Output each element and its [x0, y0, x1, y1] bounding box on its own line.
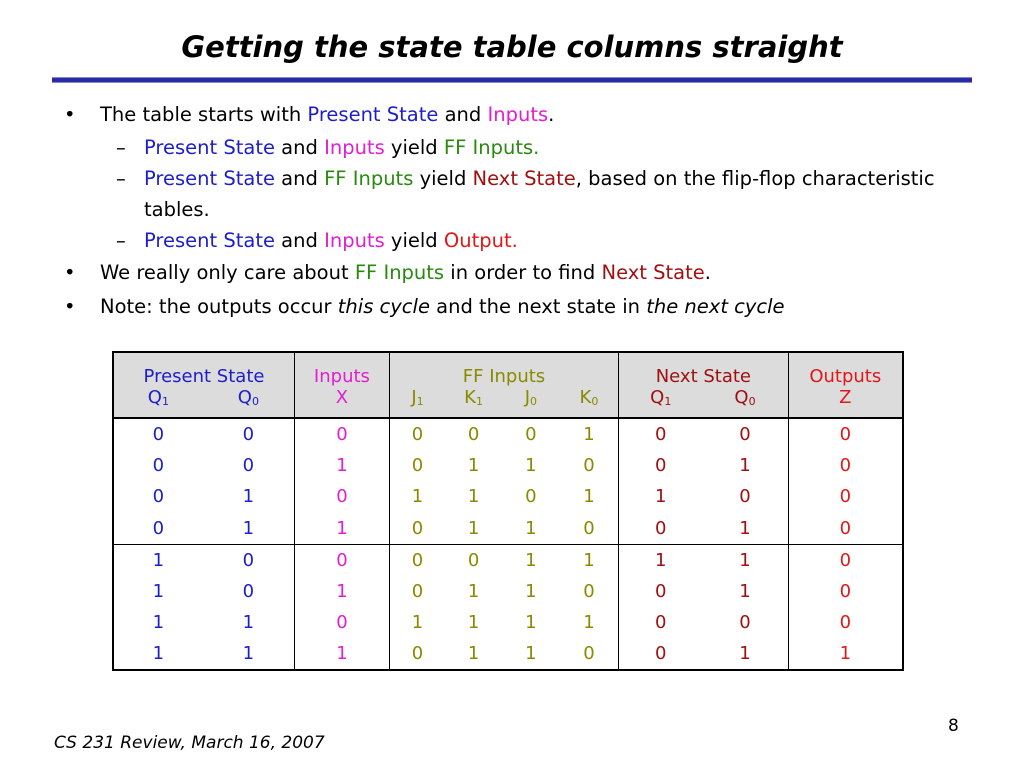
bullet-text-segment: The table starts with: [100, 103, 308, 126]
cell-k1: 1: [467, 517, 480, 539]
cell-x: 1: [295, 450, 390, 481]
header-next-state: Next State: [619, 352, 788, 387]
table-row: [113, 544, 903, 576]
cell-j0: 1: [525, 517, 537, 539]
col-header-next-q0-base: Q: [734, 387, 749, 409]
cell-k0: 0: [583, 517, 595, 539]
bullet-text-segment: .: [704, 261, 711, 284]
cell-x: 1: [295, 576, 390, 607]
cell-x: 0: [295, 607, 390, 638]
col-header-x: X: [295, 387, 390, 418]
cell-k1: 0: [467, 424, 480, 446]
cell-next-q0: 1: [739, 642, 751, 664]
cell-q0: 1: [242, 611, 255, 633]
cell-j1: 0: [389, 512, 445, 544]
group-header-row: [113, 352, 903, 387]
bullet-text-segment: this cycle: [337, 295, 430, 318]
table-row: [113, 512, 903, 544]
col-header-q0: [203, 387, 295, 418]
cell-q1: 0: [152, 455, 165, 477]
sub-bullet-dash: –: [116, 136, 126, 159]
bullet-text-segment: Present State: [307, 103, 439, 126]
sub-bullet-dash: –: [116, 229, 126, 252]
cell-k0: 0: [583, 455, 595, 477]
cell-next-q0: 1: [739, 517, 751, 539]
col-header-next-q0-sub: 0: [748, 395, 756, 409]
bullet-text-segment: Output.: [443, 229, 518, 252]
page-number: 8: [948, 716, 959, 736]
cell-k0: 0: [583, 642, 595, 664]
cell-next-q1: 0: [619, 418, 703, 450]
cell-q0: 1: [242, 517, 255, 539]
cell-j0: 1: [525, 455, 537, 477]
cell-q0: 0: [242, 455, 255, 477]
cell-j1: 0: [389, 638, 445, 670]
table-body: [113, 418, 903, 670]
cell-next-q1: 0: [619, 607, 703, 638]
cell-k1: 1: [467, 642, 480, 664]
cell-j0: 1: [525, 611, 537, 633]
col-header-next-q1-sub: 1: [664, 395, 672, 409]
table-row: [113, 481, 903, 512]
cell-next-q1: 1: [619, 544, 703, 576]
cell-q1: 1: [152, 642, 165, 664]
cell-q0: 0: [203, 544, 295, 576]
col-header-j0-sub: 0: [530, 395, 538, 409]
col-header-q1-base: Q: [147, 387, 162, 409]
cell-k1: 0: [445, 544, 502, 576]
bullet-item: [62, 290, 962, 324]
cell-z: 0: [788, 512, 903, 544]
cell-x: 0: [295, 481, 390, 512]
sub-bullet-item: [62, 163, 962, 225]
cell-j1: 0: [389, 576, 445, 607]
bullet-text-segment: Inputs: [487, 103, 549, 126]
cell-next-q1: 1: [619, 481, 703, 512]
sub-bullet-dash: –: [116, 167, 126, 190]
cell-k0: 1: [583, 611, 595, 633]
cell-j1: 0: [389, 544, 445, 576]
cell-z: 0: [788, 481, 903, 512]
bullet-text-segment: Next State: [601, 261, 705, 284]
col-header-q1-sub: 1: [161, 395, 169, 409]
col-header-next-q1-base: Q: [650, 387, 665, 409]
col-header-k0-base: K: [579, 387, 592, 409]
header-ff-inputs: FF Inputs: [389, 352, 618, 387]
cell-j0: 1: [525, 642, 537, 664]
bullet-item: [62, 98, 962, 132]
table-row: [113, 607, 903, 638]
cell-next-q0: 1: [702, 544, 788, 576]
cell-x: 0: [295, 418, 390, 450]
col-header-k1-sub: 1: [475, 395, 483, 409]
bullet-list: [62, 98, 962, 324]
cell-next-q0: 1: [739, 580, 751, 602]
cell-z: 0: [788, 576, 903, 607]
col-header-k1-base: K: [464, 387, 476, 409]
cell-next-q0: 0: [739, 424, 751, 446]
cell-k0: 1: [583, 424, 595, 446]
col-header-j0: [502, 387, 560, 418]
cell-j0: 0: [525, 424, 537, 446]
bullet-text-segment: Present State: [144, 136, 275, 159]
cell-x: 0: [295, 544, 390, 576]
sub-bullet-item: [62, 225, 962, 256]
bullet-text-segment: FF Inputs: [354, 261, 445, 284]
table-row: [113, 576, 903, 607]
bullet-text-segment: yield: [413, 167, 473, 190]
table-row: [113, 638, 903, 670]
column-header-row: [113, 387, 903, 418]
cell-next-q0: 0: [739, 611, 751, 633]
bullet-text-segment: Inputs: [324, 229, 385, 252]
cell-j1: 1: [389, 481, 445, 512]
cell-next-q0: 0: [739, 486, 751, 508]
header-inputs: Inputs: [295, 352, 390, 387]
cell-next-q1: 0: [619, 512, 703, 544]
cell-j1: 0: [389, 450, 445, 481]
bullet-text-segment: Present State: [144, 167, 275, 190]
cell-z: 0: [788, 607, 903, 638]
col-header-q0-sub: 0: [251, 395, 259, 409]
header-present-state: Present State: [113, 352, 295, 387]
cell-q1: 0: [152, 424, 165, 446]
bullet-text-segment: in order to find: [444, 261, 602, 284]
col-header-q1: [113, 387, 203, 418]
bullet-text-segment: and: [274, 229, 325, 252]
col-header-j1-sub: 1: [416, 395, 424, 409]
bullet-item: [62, 256, 962, 290]
col-header-q0-base: Q: [237, 387, 252, 409]
cell-z: 1: [788, 638, 903, 670]
cell-k1: 1: [467, 486, 480, 508]
cell-q1: 1: [113, 544, 203, 576]
cell-q0: 0: [242, 580, 255, 602]
slide-title: Getting the state table columns straight: [181, 30, 843, 64]
cell-j0: 1: [525, 580, 537, 602]
cell-q0: 0: [242, 424, 255, 446]
cell-next-q1: 0: [619, 576, 703, 607]
col-header-j1: [389, 387, 445, 418]
col-header-k1: [445, 387, 502, 418]
cell-next-q0: 1: [739, 455, 751, 477]
bullet-text-segment: FF Inputs.: [443, 136, 540, 159]
cell-k1: 1: [467, 580, 480, 602]
bullet-text-segment: We really only care about: [100, 261, 355, 284]
title-divider: [52, 77, 972, 83]
bullet-text-segment: and the next state in: [429, 295, 647, 318]
cell-q0: 1: [242, 486, 255, 508]
cell-q0: 1: [242, 642, 255, 664]
cell-q1: 1: [152, 580, 165, 602]
cell-z: 0: [788, 544, 903, 576]
bullet-text-segment: and: [438, 103, 488, 126]
cell-q1: 1: [152, 611, 165, 633]
bullet-text-segment: Present State: [144, 229, 275, 252]
bullet-text-segment: and: [274, 167, 325, 190]
cell-j0: 0: [525, 486, 537, 508]
cell-q1: 0: [152, 517, 165, 539]
state-table: [112, 351, 904, 671]
bullet-text-segment: and: [274, 136, 325, 159]
col-header-j1-base: J: [411, 387, 417, 409]
sub-bullet-item: [62, 132, 962, 163]
bullet-text-segment: FF Inputs: [324, 167, 414, 190]
cell-x: 1: [295, 512, 390, 544]
header-outputs: Outputs: [788, 352, 903, 387]
cell-z: 0: [788, 418, 903, 450]
cell-k1: 1: [467, 455, 480, 477]
col-header-k0-sub: 0: [591, 395, 599, 409]
cell-x: 1: [295, 638, 390, 670]
cell-k0: 1: [560, 544, 619, 576]
cell-k1: 1: [467, 611, 480, 633]
col-header-next-q1: [619, 387, 703, 418]
bullet-text-segment: Note: the outputs occur: [100, 295, 338, 318]
bullet-text-segment: the next cycle: [646, 295, 785, 318]
bullet-text-segment: Inputs: [324, 136, 385, 159]
cell-q1: 0: [152, 486, 165, 508]
col-header-k0: [560, 387, 619, 418]
col-header-next-q0: [702, 387, 788, 418]
cell-j1: 1: [389, 607, 445, 638]
cell-next-q1: 0: [619, 638, 703, 670]
cell-j0: 1: [502, 544, 560, 576]
cell-k0: 1: [583, 486, 595, 508]
cell-k0: 0: [583, 580, 595, 602]
footer-text: CS 231 Review, March 16, 2007: [54, 733, 325, 753]
table-row: [113, 418, 903, 450]
cell-next-q1: 0: [619, 450, 703, 481]
cell-j1: 0: [389, 418, 445, 450]
bullet-text-segment: .: [548, 103, 555, 126]
table-row: [113, 450, 903, 481]
col-header-z: Z: [788, 387, 903, 418]
col-header-j0-base: J: [524, 387, 531, 409]
bullet-text-segment: , based on the flip-flop characteristic tables.: [144, 167, 935, 221]
cell-z: 0: [788, 450, 903, 481]
bullet-text-segment: Next State: [472, 167, 576, 190]
bullet-text-segment: yield: [384, 229, 444, 252]
bullet-text-segment: yield: [384, 136, 444, 159]
